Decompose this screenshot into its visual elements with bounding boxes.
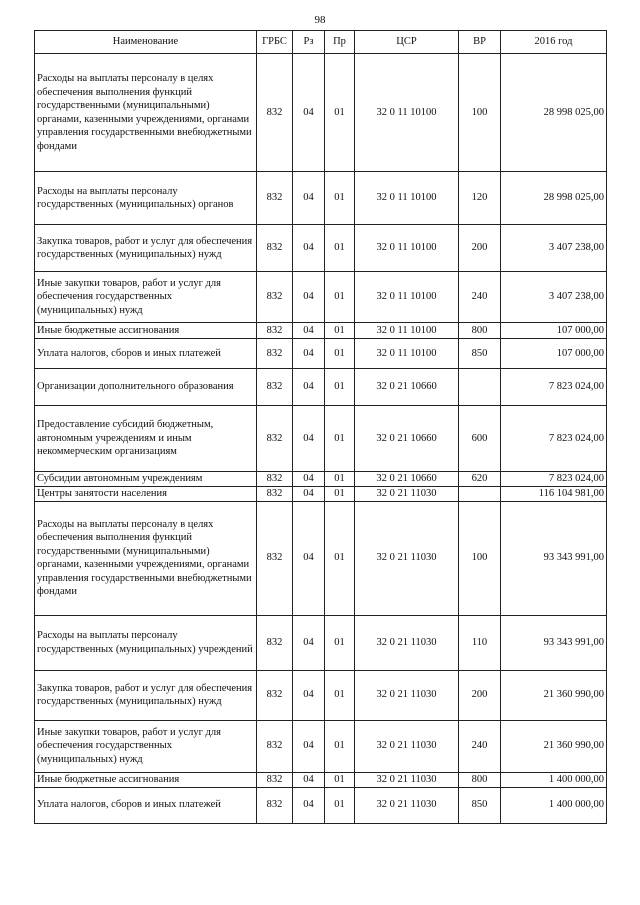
row-amount: 1 400 000,00 [501,772,607,787]
row-vr: 800 [459,772,501,787]
row-amount: 7 823 024,00 [501,369,607,406]
row-csr: 32 0 11 10100 [355,225,459,272]
row-vr: 240 [459,272,501,323]
row-rz: 04 [293,772,325,787]
row-grbs: 832 [257,369,293,406]
header-name: Наименование [35,31,257,54]
row-name: Субсидии автономным учреждениям [35,472,257,487]
header-pr: Пр [325,31,355,54]
row-vr: 110 [459,615,501,670]
row-csr: 32 0 21 11030 [355,787,459,823]
row-csr: 32 0 21 11030 [355,501,459,615]
row-vr: 240 [459,720,501,772]
row-grbs: 832 [257,487,293,502]
row-amount: 116 104 981,00 [501,487,607,502]
row-grbs: 832 [257,406,293,472]
row-name: Закупка товаров, работ и услуг для обеспечения государственных (муниципальных) нужд [35,225,257,272]
header-vr: ВР [459,31,501,54]
row-csr: 32 0 11 10100 [355,272,459,323]
row-vr: 850 [459,787,501,823]
row-rz: 04 [293,54,325,172]
table-row [35,772,607,787]
table-row [35,272,607,323]
page-number: 98 [314,14,326,26]
row-csr: 32 0 21 11030 [355,720,459,772]
row-name: Центры занятости населения [35,487,257,502]
row-csr: 32 0 21 10660 [355,472,459,487]
row-csr: 32 0 21 11030 [355,772,459,787]
row-pr: 01 [325,369,355,406]
row-rz: 04 [293,720,325,772]
table-header-row [35,31,607,54]
row-pr: 01 [325,487,355,502]
header-grbs: ГРБС [257,31,293,54]
row-pr: 01 [325,670,355,720]
row-pr: 01 [325,54,355,172]
row-pr: 01 [325,472,355,487]
table-row [35,487,607,502]
header-rz: Рз [293,31,325,54]
row-amount: 7 823 024,00 [501,406,607,472]
row-pr: 01 [325,172,355,225]
row-grbs: 832 [257,615,293,670]
row-name: Иные закупки товаров, работ и услуг для обеспечения государственных (муниципальных) нужд [35,272,257,323]
row-rz: 04 [293,787,325,823]
row-amount: 93 343 991,00 [501,501,607,615]
row-pr: 01 [325,272,355,323]
row-rz: 04 [293,323,325,339]
row-grbs: 832 [257,720,293,772]
row-amount: 21 360 990,00 [501,720,607,772]
table-row [35,720,607,772]
row-pr: 01 [325,406,355,472]
table-row [35,369,607,406]
table-row [35,339,607,369]
row-amount: 3 407 238,00 [501,272,607,323]
row-vr: 100 [459,501,501,615]
row-grbs: 832 [257,225,293,272]
row-name: Иные бюджетные ассигнования [35,772,257,787]
row-amount: 107 000,00 [501,339,607,369]
row-pr: 01 [325,772,355,787]
table-row [35,615,607,670]
row-vr: 100 [459,54,501,172]
row-rz: 04 [293,615,325,670]
row-pr: 01 [325,339,355,369]
row-pr: 01 [325,787,355,823]
row-name: Иные закупки товаров, работ и услуг для обеспечения государственных (муниципальных) нужд [35,720,257,772]
row-pr: 01 [325,323,355,339]
header-amount-2016: 2016 год [501,31,607,54]
row-rz: 04 [293,472,325,487]
row-grbs: 832 [257,670,293,720]
row-csr: 32 0 21 11030 [355,670,459,720]
row-grbs: 832 [257,772,293,787]
table-row [35,172,607,225]
row-amount: 107 000,00 [501,323,607,339]
row-vr [459,369,501,406]
budget-table [34,30,607,824]
row-grbs: 832 [257,272,293,323]
table-row [35,501,607,615]
table-row [35,406,607,472]
table-row [35,472,607,487]
row-name: Предоставление субсидий бюджетным, автономным учреждениям и иным некоммерческим организациям [35,406,257,472]
row-grbs: 832 [257,501,293,615]
row-name: Организации дополнительного образования [35,369,257,406]
row-name: Уплата налогов, сборов и иных платежей [35,339,257,369]
row-rz: 04 [293,369,325,406]
row-amount: 1 400 000,00 [501,787,607,823]
row-csr: 32 0 21 11030 [355,487,459,502]
row-pr: 01 [325,225,355,272]
row-rz: 04 [293,501,325,615]
row-name: Расходы на выплаты персоналу в целях обеспечения выполнения функций государственными (муниципальными) органами, казенными учреждениями, органами управления государственными внебюджетными фондами [35,54,257,172]
row-csr: 32 0 21 10660 [355,406,459,472]
table-row [35,787,607,823]
row-name: Закупка товаров, работ и услуг для обеспечения государственных (муниципальных) нужд [35,670,257,720]
row-grbs: 832 [257,787,293,823]
row-vr: 800 [459,323,501,339]
row-pr: 01 [325,720,355,772]
row-vr: 620 [459,472,501,487]
row-csr: 32 0 21 11030 [355,615,459,670]
header-csr: ЦСР [355,31,459,54]
row-grbs: 832 [257,323,293,339]
row-csr: 32 0 11 10100 [355,172,459,225]
row-grbs: 832 [257,172,293,225]
table-row [35,225,607,272]
row-name: Расходы на выплаты персоналу в целях обеспечения выполнения функций государственными (муниципальными) органами, казенными учреждениями, органами управления государственными внебюджетными фондами [35,501,257,615]
row-amount: 3 407 238,00 [501,225,607,272]
row-vr: 850 [459,339,501,369]
row-vr: 200 [459,225,501,272]
row-csr: 32 0 11 10100 [355,339,459,369]
row-rz: 04 [293,406,325,472]
row-pr: 01 [325,501,355,615]
row-rz: 04 [293,339,325,369]
row-rz: 04 [293,272,325,323]
row-name: Иные бюджетные ассигнования [35,323,257,339]
row-amount: 28 998 025,00 [501,54,607,172]
row-csr: 32 0 21 10660 [355,369,459,406]
row-rz: 04 [293,172,325,225]
table-row [35,670,607,720]
row-amount: 7 823 024,00 [501,472,607,487]
row-vr: 600 [459,406,501,472]
row-amount: 93 343 991,00 [501,615,607,670]
row-rz: 04 [293,487,325,502]
row-name: Расходы на выплаты персоналу государственных (муниципальных) органов [35,172,257,225]
row-vr: 200 [459,670,501,720]
row-csr: 32 0 11 10100 [355,323,459,339]
row-csr: 32 0 11 10100 [355,54,459,172]
row-rz: 04 [293,225,325,272]
row-name: Уплата налогов, сборов и иных платежей [35,787,257,823]
row-grbs: 832 [257,472,293,487]
row-vr [459,487,501,502]
row-amount: 21 360 990,00 [501,670,607,720]
table-row [35,54,607,172]
row-vr: 120 [459,172,501,225]
row-grbs: 832 [257,339,293,369]
row-pr: 01 [325,615,355,670]
row-amount: 28 998 025,00 [501,172,607,225]
row-rz: 04 [293,670,325,720]
row-name: Расходы на выплаты персоналу государственных (муниципальных) учреждений [35,615,257,670]
table-row [35,323,607,339]
row-grbs: 832 [257,54,293,172]
